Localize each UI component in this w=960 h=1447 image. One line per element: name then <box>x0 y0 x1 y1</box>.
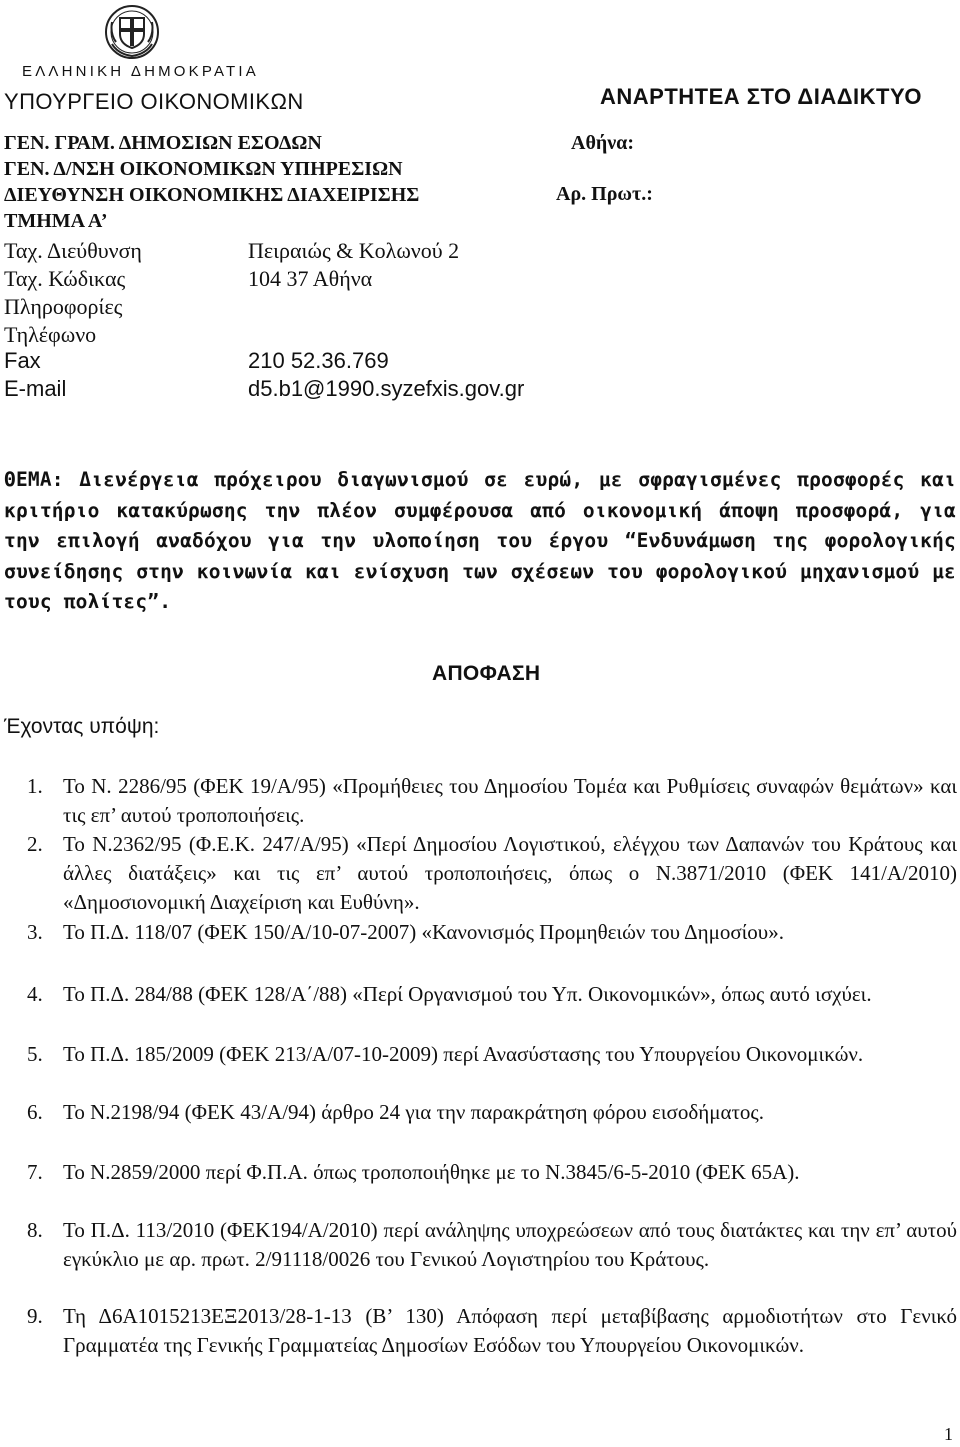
ministry-title: ΥΠΟΥΡΓΕΙΟ ΟΙΚΟΝΟΜΙΚΩΝ <box>4 89 304 114</box>
having-regard-label: Έχοντας υπόψη: <box>4 715 160 738</box>
coat-of-arms-icon <box>104 4 160 60</box>
page-number: 1 <box>944 1424 953 1444</box>
list-item-text: Τη Δ6Α1015213ΕΞ2013/28-1-13 (Β’ 130) Απόφαση περί μεταβίβασης αρμοδιοτήτων στο Γενικό Γραμματέα της Γενικής Γραμματείας Δημοσίων Εσόδων του Υπουργείου Οικονομικών. <box>63 1304 957 1357</box>
list-item <box>27 772 957 830</box>
list-item <box>27 1158 957 1187</box>
list-item-text: Το Ν.2859/2000 περί Φ.Π.Α. όπως τροποποιήθηκε με το Ν.3845/6-5-2010 (ΦΕΚ 65Α). <box>63 1160 800 1184</box>
list-item <box>27 1216 957 1274</box>
contact-email[interactable]: d5.b1@1990.syzefxis.gov.gr <box>248 376 525 401</box>
list-item-text: Το Ν.2198/94 (ΦΕΚ 43/Α/94) άρθρο 24 για την παρακράτηση φόρου εισοδήματος. <box>63 1100 764 1124</box>
list-item-text: Το Π.Δ. 113/2010 (ΦΕΚ194/Α/2010) περί ανάληψης υποχρεώσεων από τους διατάκτες και την επ’ αυτού εγκύκλιο με αρ. πρωτ. 2/91118/0026 του Γενικού Λογιστηρίου του Κράτους. <box>63 1218 957 1271</box>
list-item <box>27 830 957 917</box>
list-item <box>27 1040 957 1069</box>
list-item-number: 1. <box>27 774 43 798</box>
contact-value: 210 52.36.769 <box>248 348 389 373</box>
list-item-text: Το Π.Δ. 118/07 (ΦΕΚ 150/Α/10-07-2007) «Κανονισμός Προμηθειών του Δημοσίου». <box>63 920 784 944</box>
place-label: Αθήνα: <box>571 132 634 154</box>
list-item-number: 7. <box>27 1160 43 1184</box>
list-item-number: 3. <box>27 920 43 944</box>
list-item-number: 2. <box>27 832 43 856</box>
sender-line: ΔΙΕΥΘΥΝΣΗ ΟΙΚΟΝΟΜΙΚΗΣ ΔΙΑΧΕΙΡΙΣΗΣ <box>4 184 420 206</box>
list-item-number: 4. <box>27 982 43 1006</box>
contact-label: Ταχ. Κώδικας <box>4 266 126 291</box>
contact-value: Πειραιώς & Κολωνού 2 <box>248 238 460 263</box>
sender-line: ΓΕΝ. ΓΡΑΜ. ΔΗΜΟΣΙΩΝ ΕΣΟΔΩΝ <box>4 132 322 154</box>
contact-label: Πληροφορίες <box>4 294 123 319</box>
protocol-label: Αρ. Πρωτ.: <box>556 183 653 205</box>
contact-label: E-mail <box>4 376 67 401</box>
list-item <box>27 1098 957 1127</box>
contact-label: Ταχ. Διεύθυνση <box>4 238 142 263</box>
list-item-text: Το Π.Δ. 284/88 (ΦΕΚ 128/Α΄/88) «Περί Οργανισμού του Υπ. Οικονομικών», όπως αυτό ισχύει. <box>63 982 872 1006</box>
sender-line: ΤΜΗΜΑ Α’ <box>4 210 108 232</box>
list-item-number: 6. <box>27 1100 43 1124</box>
list-item <box>27 980 957 1009</box>
list-item-text: Το Ν.2362/95 (Φ.Ε.Κ. 247/Α/95) «Περί Δημοσίου Λογιστικού, ελέγχου των Δαπανών του Κράτους και άλλες διατάξεις» και τις επ’ αυτού τροποποιήσεις, όπως ο Ν.3871/2010 (ΦΕΚ 141/Α/2010) «Δημοσιονομική Διαχείριση και Ευθύνη». <box>63 832 957 914</box>
list-item-number: 8. <box>27 1218 43 1242</box>
list-item-text: Το Ν. 2286/95 (ΦΕΚ 19/Α/95) «Προμήθειες του Δημοσίου Τομέα και Ρυθμίσεις συναφών θεμάτων» και τις επ’ αυτού τροποποιήσεις. <box>63 774 957 827</box>
posting-notice: ΑΝΑΡΤΗΤΕΑ ΣΤΟ ΔΙΑΔΙΚΤΥΟ <box>600 84 922 109</box>
sender-line: ΓΕΝ. Δ/ΝΣΗ ΟΙΚΟΝΟΜΙΚΩΝ ΥΠΗΡΕΣΙΩΝ <box>4 158 403 180</box>
list-item <box>27 1302 957 1360</box>
contact-value: 104 37 Αθήνα <box>248 266 373 291</box>
decision-heading: ΑΠΟΦΑΣΗ <box>432 662 541 685</box>
list-item-number: 9. <box>27 1304 43 1328</box>
contact-label: Τηλέφωνο <box>4 322 97 347</box>
republic-title: ΕΛΛΗΝΙΚΗ ΔΗΜΟΚΡΑΤΙΑ <box>22 63 259 80</box>
contact-label: Fax <box>4 348 41 373</box>
list-item <box>27 918 957 947</box>
list-item-number: 5. <box>27 1042 43 1066</box>
subject-paragraph: ΘΕΜΑ: Διενέργεια πρόχειρου διαγωνισμού σε ευρώ, με σφραγισμένες προσφορές και κριτήριο κατακύρωσης την πλέον συμφέρουσα από οικονομική άποψη προσφορά, για την επιλογή αναδόχου για την υλοποίηση του έργου “Ενδυνάμωση της φορολογικής συνείδησης στην κοινωνία και ενίσχυση των σχέσεων του φορολογικού μηχανισμού με τους πολίτες”. <box>4 468 956 613</box>
list-item-text: Το Π.Δ. 185/2009 (ΦΕΚ 213/Α/07-10-2009) περί Ανασύστασης του Υπουργείου Οικονομικών. <box>63 1042 864 1066</box>
